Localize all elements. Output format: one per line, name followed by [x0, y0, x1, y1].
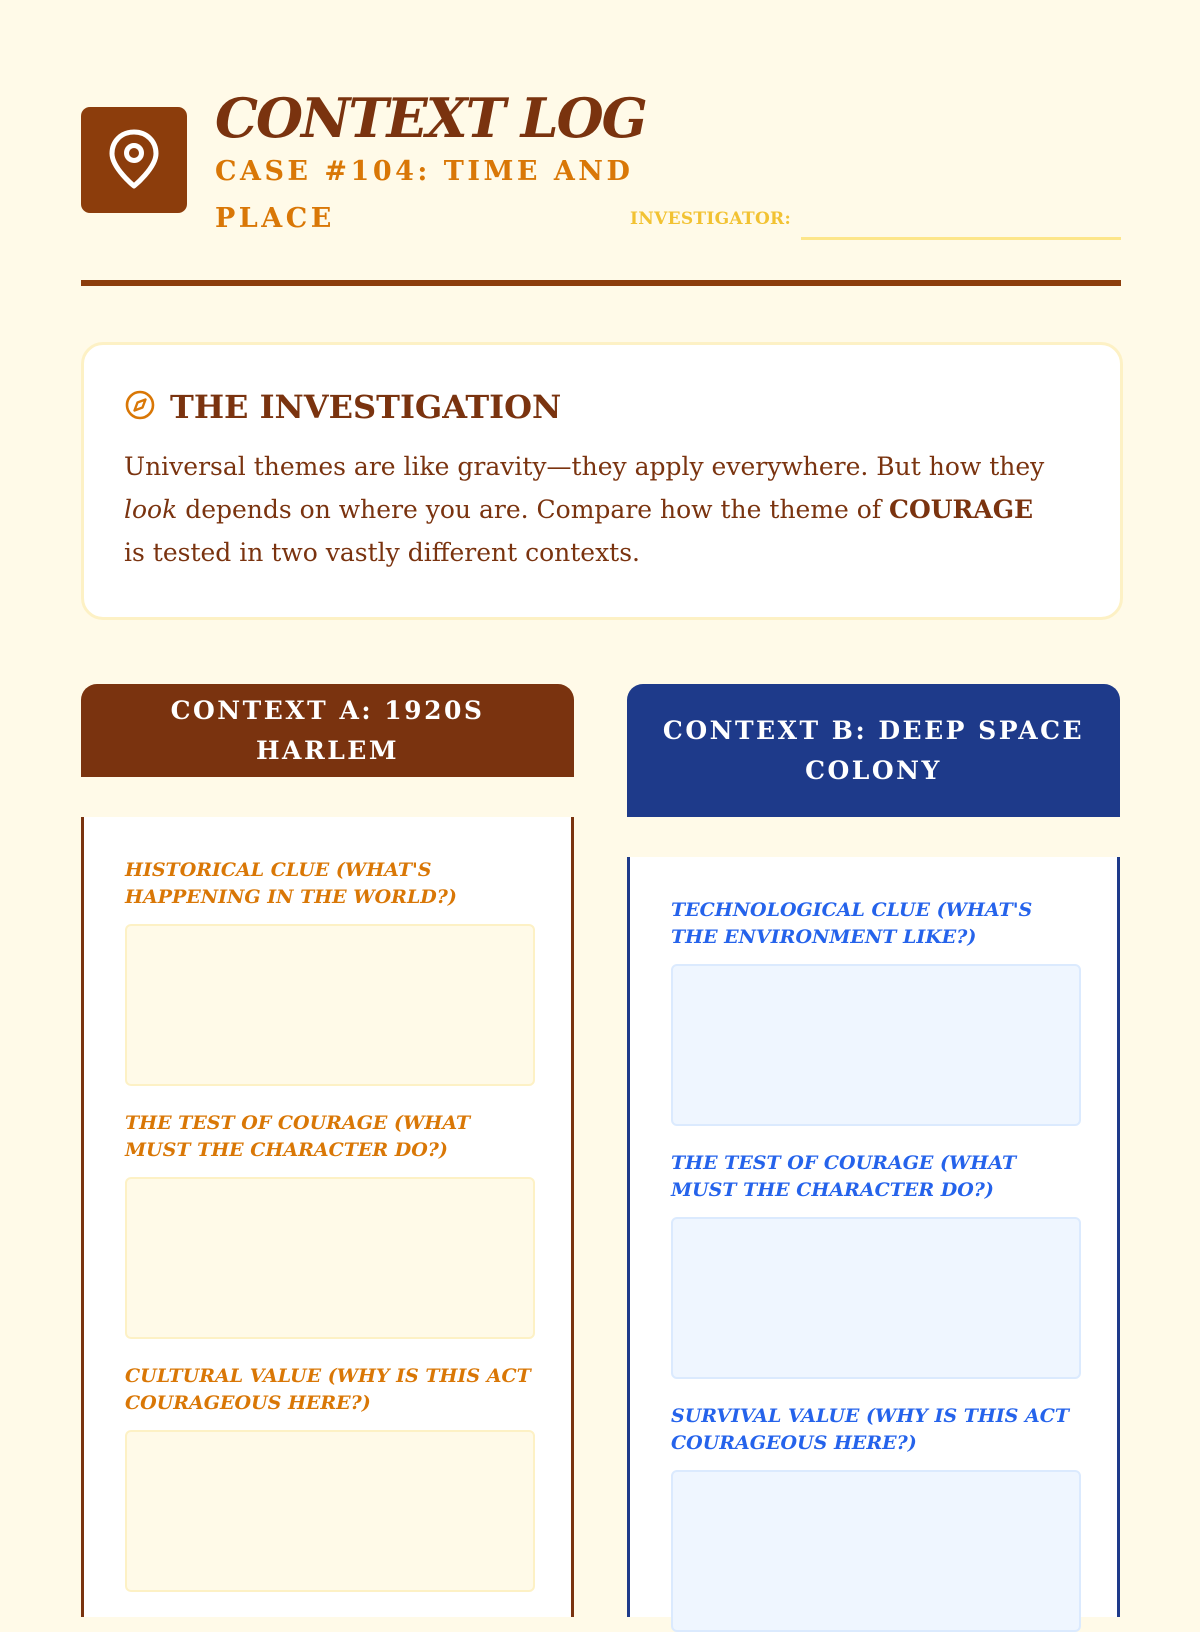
- field-label: THE TEST OF COURAGE (WHAT MUST THE CHARACTER DO?): [671, 1152, 1017, 1201]
- investigation-text-part3: is tested in two vastly different contexts.: [124, 538, 641, 567]
- investigation-heading-row: [124, 387, 561, 427]
- page-header: [81, 0, 1121, 290]
- answer-box[interactable]: [125, 924, 535, 1086]
- investigation-text-part1: Universal themes are like gravity—they apply everywhere. But how they: [124, 452, 1045, 481]
- investigation-text: [124, 445, 1054, 574]
- answer-box[interactable]: [125, 1177, 535, 1339]
- field-label: TECHNOLOGICAL CLUE (WHAT'S THE ENVIRONMENT LIKE?): [671, 899, 1033, 948]
- context-b-header: CONTEXT B: DEEP SPACE COLONY: [627, 684, 1120, 817]
- answer-box[interactable]: [671, 1470, 1081, 1632]
- field-label: HISTORICAL CLUE (WHAT'S HAPPENING IN THE WORLD?): [125, 859, 457, 908]
- investigation-emphasis: look: [124, 495, 178, 524]
- context-a-panel: [81, 817, 574, 1617]
- investigation-text-part2: depends on where you are. Compare how the theme of: [177, 495, 890, 524]
- investigation-heading: THE INVESTIGATION: [170, 388, 562, 426]
- investigator-label: INVESTIGATOR:: [630, 209, 792, 229]
- map-pin-icon: [81, 107, 187, 213]
- context-b-panel: [627, 857, 1120, 1617]
- field-label: CULTURAL VALUE (WHY IS THIS ACT COURAGEOUS HERE?): [125, 1365, 531, 1414]
- answer-box[interactable]: [125, 1430, 535, 1592]
- header-divider: [81, 280, 1121, 286]
- investigator-field[interactable]: [801, 237, 1121, 240]
- investigation-keyword: COURAGE: [889, 495, 1034, 524]
- compass-icon: [124, 389, 156, 425]
- field-label: THE TEST OF COURAGE (WHAT MUST THE CHARACTER DO?): [125, 1112, 471, 1161]
- answer-box[interactable]: [671, 1217, 1081, 1379]
- context-a-header: CONTEXT A: 1920S HARLEM: [81, 684, 574, 777]
- answer-box[interactable]: [671, 964, 1081, 1126]
- page-title: CONTEXT LOG: [215, 86, 646, 150]
- investigation-card: [81, 342, 1123, 620]
- case-subtitle: CASE #104: TIME AND PLACE: [215, 156, 634, 234]
- field-label: SURVIVAL VALUE (WHY IS THIS ACT COURAGEOUS HERE?): [671, 1405, 1070, 1454]
